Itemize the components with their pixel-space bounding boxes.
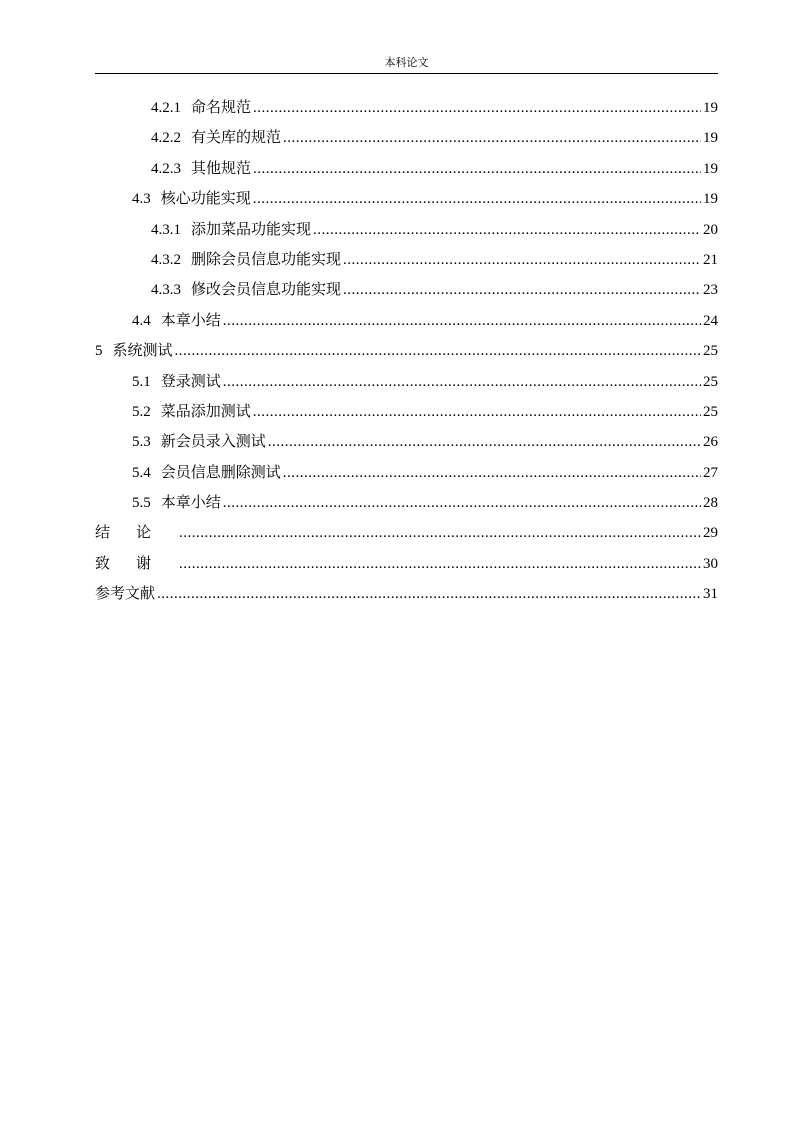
toc-entry-title: 添加菜品功能实现 (191, 219, 312, 238)
toc-entry[interactable] (95, 548, 718, 578)
toc-entry-number: 5.2 (132, 403, 151, 420)
dot-leader (179, 518, 701, 548)
toc-entry-number: 5.1 (132, 373, 151, 390)
toc-entry-page-number: 20 (703, 221, 718, 238)
toc-entry-number: 4.4 (132, 312, 151, 329)
toc-entry[interactable] (95, 487, 718, 517)
toc-entry[interactable] (95, 153, 718, 183)
dot-leader (283, 123, 701, 153)
toc-entry-number: 4.3.3 (151, 282, 181, 299)
toc-entry[interactable] (95, 305, 718, 335)
header-rule (95, 73, 718, 74)
toc-entry[interactable] (95, 122, 718, 152)
toc-entry-number: 5.4 (132, 464, 151, 481)
toc-entry[interactable] (95, 396, 718, 426)
toc-entry-page-number: 28 (703, 495, 718, 512)
dot-leader (253, 397, 701, 427)
toc-entry[interactable] (95, 517, 718, 547)
dot-leader (253, 93, 701, 123)
table-of-contents (95, 92, 718, 609)
toc-entry[interactable] (95, 274, 718, 304)
toc-entry-title: 结论 (95, 523, 178, 542)
toc-entry-page-number: 29 (703, 525, 718, 542)
toc-entry-page-number: 25 (703, 403, 718, 420)
toc-entry[interactable] (95, 244, 718, 274)
toc-entry[interactable] (95, 92, 718, 122)
toc-entry-page-number: 26 (703, 434, 718, 451)
dot-leader (343, 275, 701, 305)
toc-entry-page-number: 24 (703, 312, 718, 329)
toc-entry-title: 命名规范 (191, 98, 252, 116)
toc-entry-title: 菜品添加测试 (160, 401, 251, 420)
toc-entry-page-number: 23 (703, 282, 718, 299)
dot-leader (313, 215, 701, 245)
page-header: 本科论文 (384, 56, 429, 69)
dot-leader (343, 245, 701, 275)
toc-entry-title: 登录测试 (160, 371, 221, 390)
toc-entry[interactable] (95, 578, 718, 608)
toc-entry-title: 有关库的规范 (191, 128, 282, 147)
dot-leader (253, 184, 701, 214)
toc-entry-number: 4.2.3 (151, 160, 181, 177)
toc-entry-title: 本章小结 (160, 493, 221, 512)
toc-entry-number: 5 (95, 343, 103, 360)
toc-entry-page-number: 31 (703, 586, 718, 603)
toc-entry-title: 其他规范 (191, 158, 252, 177)
toc-entry-page-number: 19 (703, 160, 718, 177)
toc-entry-title: 核心功能实现 (160, 189, 251, 208)
toc-entry-page-number: 21 (703, 251, 718, 268)
toc-entry-title: 致谢 (95, 553, 178, 572)
toc-entry-page-number: 19 (703, 191, 718, 208)
dot-leader (283, 458, 701, 488)
toc-entry-page-number: 19 (703, 130, 718, 147)
toc-entry-title: 删除会员信息功能实现 (191, 249, 342, 268)
toc-entry[interactable] (95, 426, 718, 456)
toc-entry-number: 4.3.2 (151, 251, 181, 268)
toc-entry[interactable] (95, 335, 718, 365)
toc-entry-page-number: 19 (703, 100, 718, 116)
toc-entry-title: 修改会员信息功能实现 (191, 280, 342, 299)
toc-entry-number: 5.5 (132, 495, 151, 512)
dot-leader (268, 427, 701, 457)
dot-leader (157, 579, 701, 609)
dot-leader (223, 488, 701, 518)
toc-entry-page-number: 27 (703, 464, 718, 481)
toc-entry-page-number: 25 (703, 373, 718, 390)
toc-entry[interactable] (95, 183, 718, 213)
toc-entry-number: 5.3 (132, 434, 151, 451)
toc-entry[interactable] (95, 366, 718, 396)
dot-leader (223, 367, 701, 397)
dot-leader (223, 306, 701, 336)
dot-leader (179, 549, 701, 579)
toc-entry-number: 4.3 (132, 191, 151, 208)
toc-entry-title: 会员信息删除测试 (160, 462, 281, 481)
toc-entry-page-number: 30 (703, 555, 718, 572)
toc-entry-title: 新会员录入测试 (160, 432, 266, 451)
toc-entry-title: 本章小结 (160, 310, 221, 329)
dot-leader (175, 336, 701, 366)
toc-entry[interactable] (95, 457, 718, 487)
toc-entry-title: 系统测试 (112, 341, 173, 360)
dot-leader (253, 154, 701, 184)
toc-entry-number: 4.2.2 (151, 130, 181, 147)
toc-entry-number: 4.2.1 (151, 100, 181, 116)
toc-entry-number: 4.3.1 (151, 221, 181, 238)
toc-entry[interactable] (95, 214, 718, 244)
toc-entry-page-number: 25 (703, 343, 718, 360)
toc-entry-title: 参考文献 (95, 584, 156, 603)
